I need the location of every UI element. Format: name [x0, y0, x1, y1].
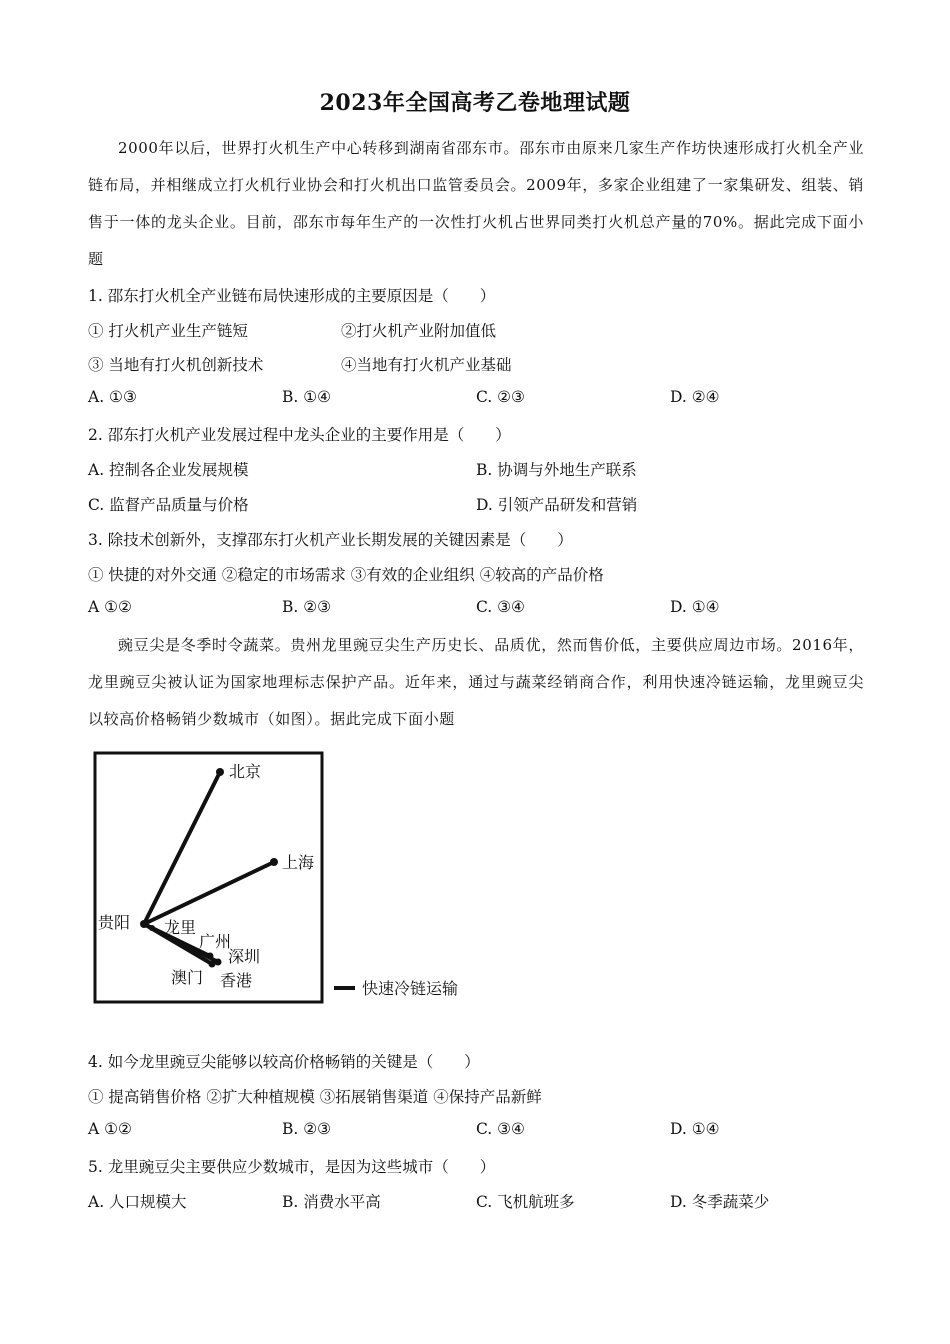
label-guiyang: 贵阳 — [98, 913, 131, 932]
question-1-option-a[interactable]: A. ①③ — [88, 388, 137, 406]
question-5-stem: 5. 龙里豌豆尖主要供应少数城市，是因为这些城市（ ） — [88, 1158, 496, 1176]
page-title: 2023年全国高考乙卷地理试题 — [319, 90, 631, 116]
shanghai-dot — [270, 858, 278, 866]
question-3-option-a[interactable]: A ①② — [88, 598, 132, 616]
cold-chain-map — [92, 750, 512, 1008]
macau-dot — [209, 961, 216, 968]
question-3-stem: 3. 除技术创新外，支撑邵东打火机产业长期发展的关键因素是（ ） — [88, 531, 573, 549]
question-1-item-1: ① 打火机产业生产链短 — [88, 322, 248, 340]
passage-1-text: 2000年以后，世界打火机生产中心转移到湖南省邵东市。邵东市由原来几家生产作坊快速形成打火机全产业链布局，并相继成立打火机行业协会和打火机出口监管委员会。2009年，多家企业组建了一家集研发、组装、销售于一体的龙头企业。目前，邵东市每年生产的一次性打火机占世界同类打火机总产量的70%。据此完成下面小题 — [88, 139, 864, 268]
question-4-option-d[interactable]: D. ①④ — [670, 1120, 720, 1138]
label-shanghai: 上海 — [282, 853, 315, 872]
label-macau: 澳门 — [171, 968, 204, 987]
question-1-option-c[interactable]: C. ②③ — [476, 388, 525, 406]
label-longli: 龙里 — [164, 918, 197, 937]
question-3-option-c[interactable]: C. ③④ — [476, 598, 525, 616]
question-5-option-b[interactable]: B. 消费水平高 — [282, 1193, 381, 1211]
question-1-item-4: ④当地有打火机产业基础 — [341, 356, 512, 374]
map-frame — [95, 753, 322, 1002]
passage-2 — [88, 627, 864, 738]
guiyang-dot — [140, 920, 148, 928]
question-3-option-b[interactable]: B. ②③ — [282, 598, 332, 616]
question-5-option-c[interactable]: C. 飞机航班多 — [476, 1193, 575, 1211]
question-2-stem: 2. 邵东打火机产业发展过程中龙头企业的主要作用是（ ） — [88, 426, 511, 444]
question-2-option-b[interactable]: B. 协调与外地生产联系 — [476, 461, 637, 479]
question-5-option-d[interactable]: D. 冬季蔬菜少 — [670, 1193, 770, 1211]
guangzhou-dot — [207, 953, 214, 960]
longli-dot — [149, 925, 155, 931]
question-1-stem: 1. 邵东打火机全产业链布局快速形成的主要原因是（ ） — [88, 287, 496, 305]
question-4-option-c[interactable]: C. ③④ — [476, 1120, 525, 1138]
label-hongkong: 香港 — [220, 971, 253, 990]
question-1-item-2: ②打火机产业附加值低 — [341, 322, 497, 340]
beijing-dot — [216, 768, 224, 776]
legend-label: 快速冷链运输 — [362, 979, 459, 998]
question-4-items: ① 提高销售价格 ②扩大种植规模 ③拓展销售渠道 ④保持产品新鲜 — [88, 1088, 542, 1106]
label-shenzhen: 深圳 — [228, 947, 261, 966]
question-1-option-d[interactable]: D. ②④ — [670, 388, 720, 406]
question-3-option-d[interactable]: D. ①④ — [670, 598, 720, 616]
shenzhen-dot — [215, 959, 222, 966]
question-2-option-c[interactable]: C. 监督产品质量与价格 — [88, 496, 249, 514]
question-4-option-a[interactable]: A ①② — [88, 1120, 132, 1138]
cold-chain-map-figure — [92, 750, 512, 1008]
passage-1 — [88, 130, 864, 278]
question-5-option-a[interactable]: A. 人口规模大 — [88, 1193, 187, 1211]
label-beijing: 北京 — [229, 762, 262, 781]
question-2-option-d[interactable]: D. 引领产品研发和营销 — [476, 496, 638, 514]
question-3-items: ① 快捷的对外交通 ②稳定的市场需求 ③有效的企业组织 ④较高的产品价格 — [88, 566, 604, 584]
question-4-option-b[interactable]: B. ②③ — [282, 1120, 332, 1138]
question-1-option-b[interactable]: B. ①④ — [282, 388, 332, 406]
passage-2-text: 豌豆尖是冬季时令蔬菜。贵州龙里豌豆尖生产历史长、品质优，然而售价低，主要供应周边市场。2016年，龙里豌豆尖被认证为国家地理标志保护产品。近年来，通过与蔬菜经销商合作，利用快速冷链运输，龙里豌豆尖以较高价格畅销少数城市（如图）。据此完成下面小题 — [88, 636, 864, 728]
question-2-option-a[interactable]: A. 控制各企业发展规模 — [88, 461, 249, 479]
question-4-stem: 4. 如今龙里豌豆尖能够以较高价格畅销的关键是（ ） — [88, 1053, 480, 1071]
label-guangzhou: 广州 — [199, 932, 232, 951]
route-shanghai — [144, 862, 274, 924]
question-1-item-3: ③ 当地有打火机创新技术 — [88, 356, 264, 374]
route-beijing — [144, 772, 220, 924]
